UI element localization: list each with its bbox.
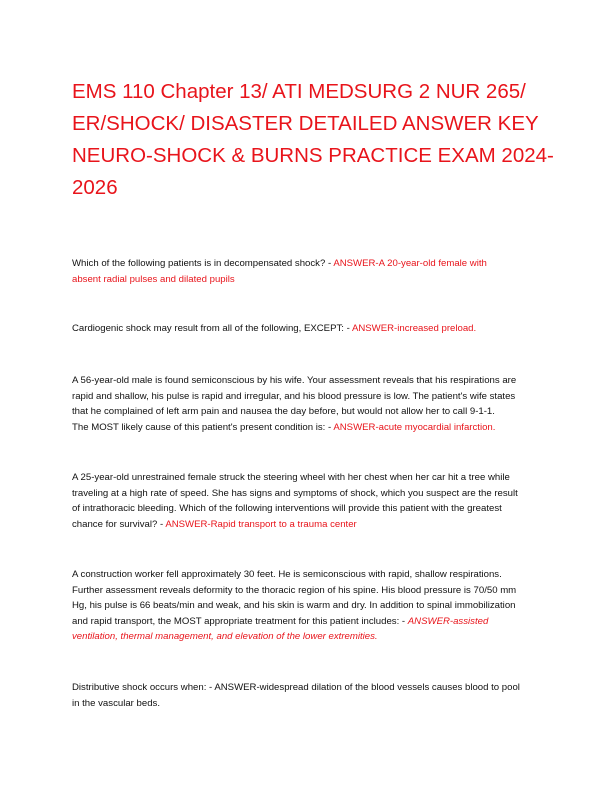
question-text: Further assessment reveals deformity to the thoracic region of his spine. His blood pressure is 70/50 mm [72,584,517,596]
question-text: A construction worker fell approximately 30 feet. He is semiconscious with rapid, shallow respirations. [72,569,502,580]
answer-text: ANSWER-assisted [407,615,489,627]
title-line: ER/SHOCK/ DISASTER DETAILED ANSWER KEY [72,112,539,135]
answer-text: ANSWER-A 20-year-old female with [333,258,487,269]
answer-text: ANSWER-increased preload. [351,323,477,334]
title-line: NEURO-SHOCK & BURNS PRACTICE EXAM 2024- [72,144,554,167]
qa-line [72,614,547,630]
title-line: 2026 [72,176,118,199]
qa-line [72,517,547,533]
question-answer-4 [72,470,547,532]
question-text: Cardiogenic shock may result from all of the following, EXCEPT: - [72,323,352,334]
question-text: rapid and shallow, his pulse is rapid and irregular, and his blood pressure is low. The patient's wife states [72,390,516,402]
question-text: and rapid transport, the MOST appropriate treatment for this patient includes: - [72,615,408,627]
question-text: chance for survival? - [72,518,166,530]
title-line: EMS 110 Chapter 13/ ATI MEDSURG 2 NUR 265/ [72,80,526,103]
question-answer-2 [72,321,547,337]
qa-line [72,420,547,436]
question-text: of intrathoracic bleeding. Which of the following interventions will provide this patient with the greatest [72,503,502,515]
document-title [72,76,554,204]
question-text: that he complained of left arm pain and nausea the day before, but would not allow her to call 9-1-1. [72,406,495,418]
qa-line [72,256,547,272]
question-text: Hg, his pulse is 66 beats/min and weak, and his skin is warm and dry. In addition to spinal immobilization [72,600,516,612]
question-answer-3 [72,373,547,435]
question-text: Distributive shock occurs when: - ANSWER-widespread dilation of the blood vessels causes blood to pool [72,682,520,693]
qa-line [72,321,547,337]
answer-text: ANSWER-Rapid transport to a trauma center [165,518,357,530]
question-answer-1 [72,256,547,287]
answer-text: ANSWER-acute myocardial infarction. [333,421,496,433]
question-text: A 56-year-old male is found semiconscious by his wife. Your assessment reveals that his respirations are [72,375,517,386]
question-text: in the vascular beds. [72,697,160,709]
question-text: The MOST likely cause of this patient's present condition is: - [72,421,334,433]
question-answer-5 [72,567,547,645]
question-text: A 25-year-old unrestrained female struck the steering wheel with her chest when her car hit a tree while [72,472,510,483]
question-text: traveling at a high rate of speed. She has signs and symptoms of shock, which you suspect are the result [72,487,518,499]
question-text: Which of the following patients is in decompensated shock? - [72,258,334,269]
answer-text: ventilation, thermal management, and elevation of the lower extremities. [72,631,378,643]
question-answer-6 [72,680,547,711]
answer-text: absent radial pulses and dilated pupils [72,273,235,285]
